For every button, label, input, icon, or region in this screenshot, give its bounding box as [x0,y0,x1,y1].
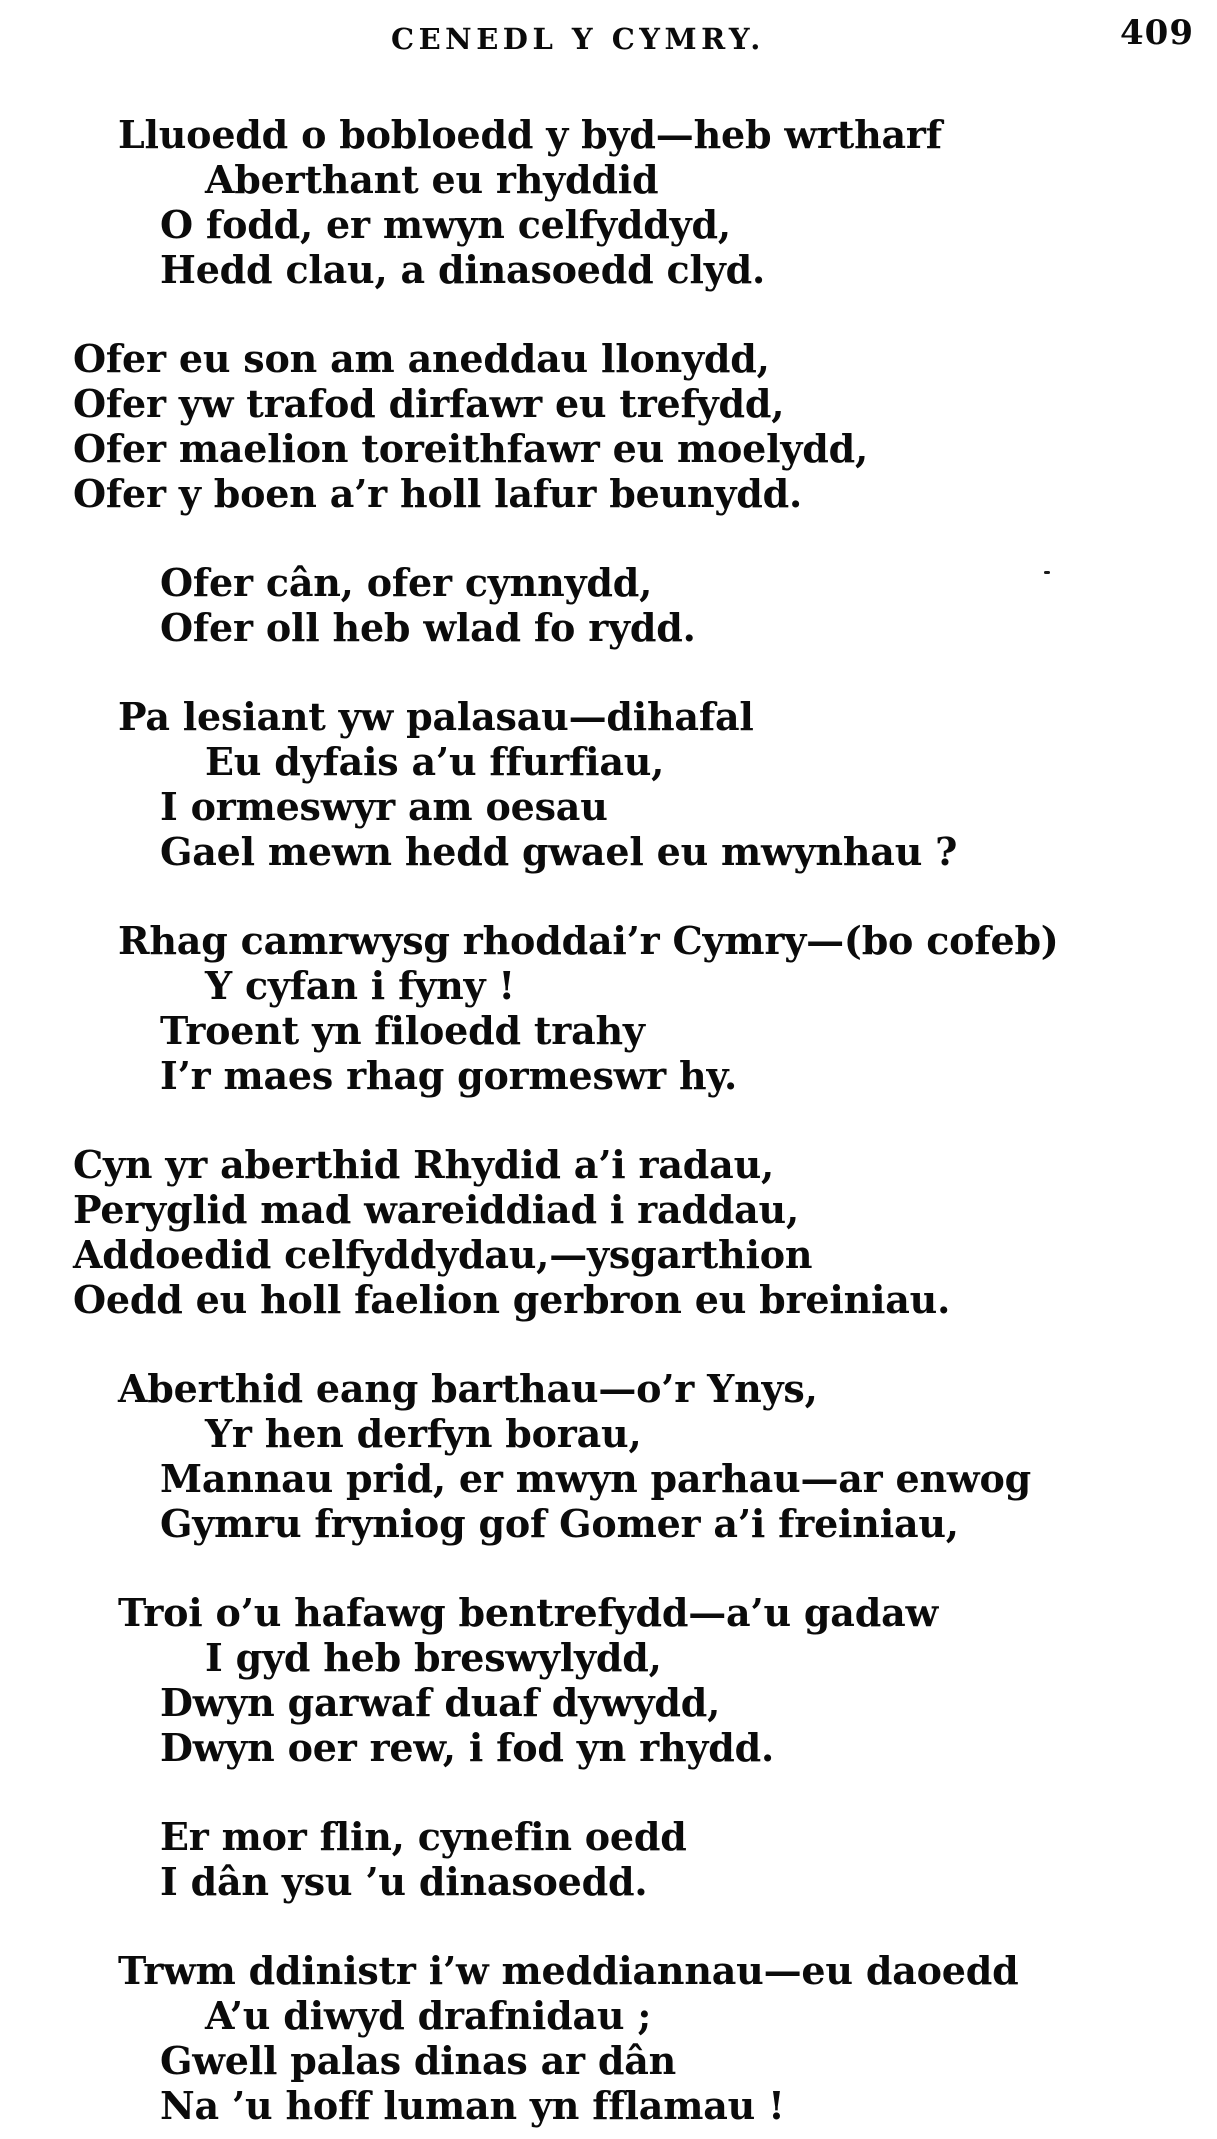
stanza [0,918,1217,1098]
poem-line: O fodd, er mwyn celfyddyd, [160,202,731,247]
poem-line: Pa lesiant yw palasau—dihafal [118,694,754,739]
stanza [0,560,1217,650]
poem-line: Ofer cân, ofer cynnydd, [160,560,653,605]
stanza [0,1142,1217,1322]
poem-line: Oedd eu holl faelion gerbron eu breiniau. [73,1277,951,1322]
poem-line: A’u diwyd drafnidau ; [205,1993,652,2038]
stanza [0,694,1217,874]
poem-line: Cyn yr aberthid Rhydid a’i radau, [73,1142,775,1187]
poem-line: Gwell palas dinas ar dân [160,2038,677,2083]
poem-line: Ofer eu son am aneddau llonydd, [73,336,770,381]
stanza [0,1590,1217,1770]
poem-line: Rhag camrwysg rhoddai’r Cymry—(bo cofeb) [118,918,1059,963]
page-number: 409 [1120,13,1194,53]
stanza [0,112,1217,292]
poem-line: Trwm ddinistr i’w meddiannau—eu daoedd [118,1948,1019,1993]
poem [0,112,1217,2128]
stanza [0,1948,1217,2128]
poem-line: Aberthid eang barthau—o’r Ynys, [118,1366,818,1411]
poem-line: Hedd clau, a dinasoedd clyd. [160,247,765,292]
poem-line: Ofer y boen a’r holl lafur beunydd. [73,471,803,516]
poem-line: Y cyfan i fyny ! [205,963,515,1008]
poem-line: Aberthant eu rhyddid [205,157,659,202]
poem-line: Dwyn garwaf duaf dywydd, [160,1680,721,1725]
poem-line: I gyd heb breswylydd, [205,1635,662,1680]
ink-speck [1044,571,1050,574]
poem-line: Na ’u hoff luman yn fflamau ! [160,2083,785,2128]
poem-line: Peryglid mad wareiddiad i raddau, [73,1187,799,1232]
poem-line: Addoedid celfyddydau,—ysgarthion [73,1232,813,1277]
running-title: CENEDL Y CYMRY. [391,22,765,56]
poem-line: Ofer yw trafod dirfawr eu trefydd, [73,381,785,426]
poem-line: Ofer maelion toreithfawr eu moelydd, [73,426,869,471]
stanza [0,1366,1217,1546]
poem-line: Troi o’u hafawg bentrefydd—a’u gadaw [118,1590,939,1635]
poem-line: Eu dyfais a’u ffurfiau, [205,739,665,784]
poem-line: I ormeswyr am oesau [160,784,608,829]
poem-line: Yr hen derfyn borau, [205,1411,642,1456]
poem-line: Dwyn oer rew, i fod yn rhydd. [160,1725,775,1770]
poem-line: Lluoedd o bobloedd y byd—heb wrtharf [118,112,942,157]
stanza [0,336,1217,516]
poem-line: Ofer oll heb wlad fo rydd. [160,605,696,650]
poem-line: Er mor flin, cynefin oedd [160,1814,687,1859]
poem-line: I dân ysu ’u dinasoedd. [160,1859,648,1904]
poem-line: Troent yn filoedd trahy [160,1008,645,1053]
poem-line: Gael mewn hedd gwael eu mwynhau ? [160,829,958,874]
poem-line: Gymru fryniog gof Gomer a’i freiniau, [160,1501,959,1546]
poem-line: Mannau prid, er mwyn parhau—ar enwog [160,1456,1031,1501]
stanza [0,1814,1217,1904]
poem-line: I’r maes rhag gormeswr hy. [160,1053,738,1098]
